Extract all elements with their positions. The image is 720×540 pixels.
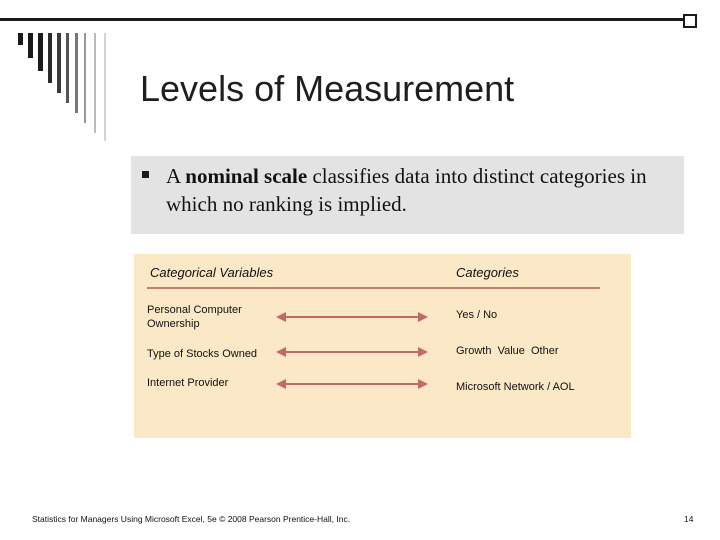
row-3-variable: Internet Provider: [147, 377, 229, 389]
double-arrow-icon: [276, 345, 428, 359]
double-arrow-icon: [276, 310, 428, 324]
footer-citation: Statistics for Managers Using Microsoft Excel, 5e © 2008 Pearson Prentice-Hall, Inc.: [32, 514, 351, 524]
header-categories: Categories: [456, 265, 519, 280]
row-1-variable: Personal Computer Ownership: [147, 304, 242, 330]
definition-term: nominal scale: [185, 164, 308, 188]
row-3-categories: Microsoft Network / AOL: [456, 381, 575, 393]
double-arrow-icon: [276, 377, 428, 391]
row-2-variable: Type of Stocks Owned: [147, 348, 258, 360]
definition-text: A nominal scale classifies data into distinct categories in which no ranking is implied.: [166, 164, 647, 216]
top-rule: [0, 18, 696, 21]
header-rule: [147, 287, 600, 289]
slide-title: Levels of Measurement: [140, 68, 515, 109]
corner-square-icon: [683, 14, 697, 28]
page-number: 14: [684, 514, 694, 524]
row-2-categories: Growth Value Other: [456, 345, 559, 357]
row-1-categories: Yes / No: [456, 309, 498, 321]
bullet-icon: [142, 171, 149, 178]
header-categorical-variables: Categorical Variables: [150, 265, 274, 280]
